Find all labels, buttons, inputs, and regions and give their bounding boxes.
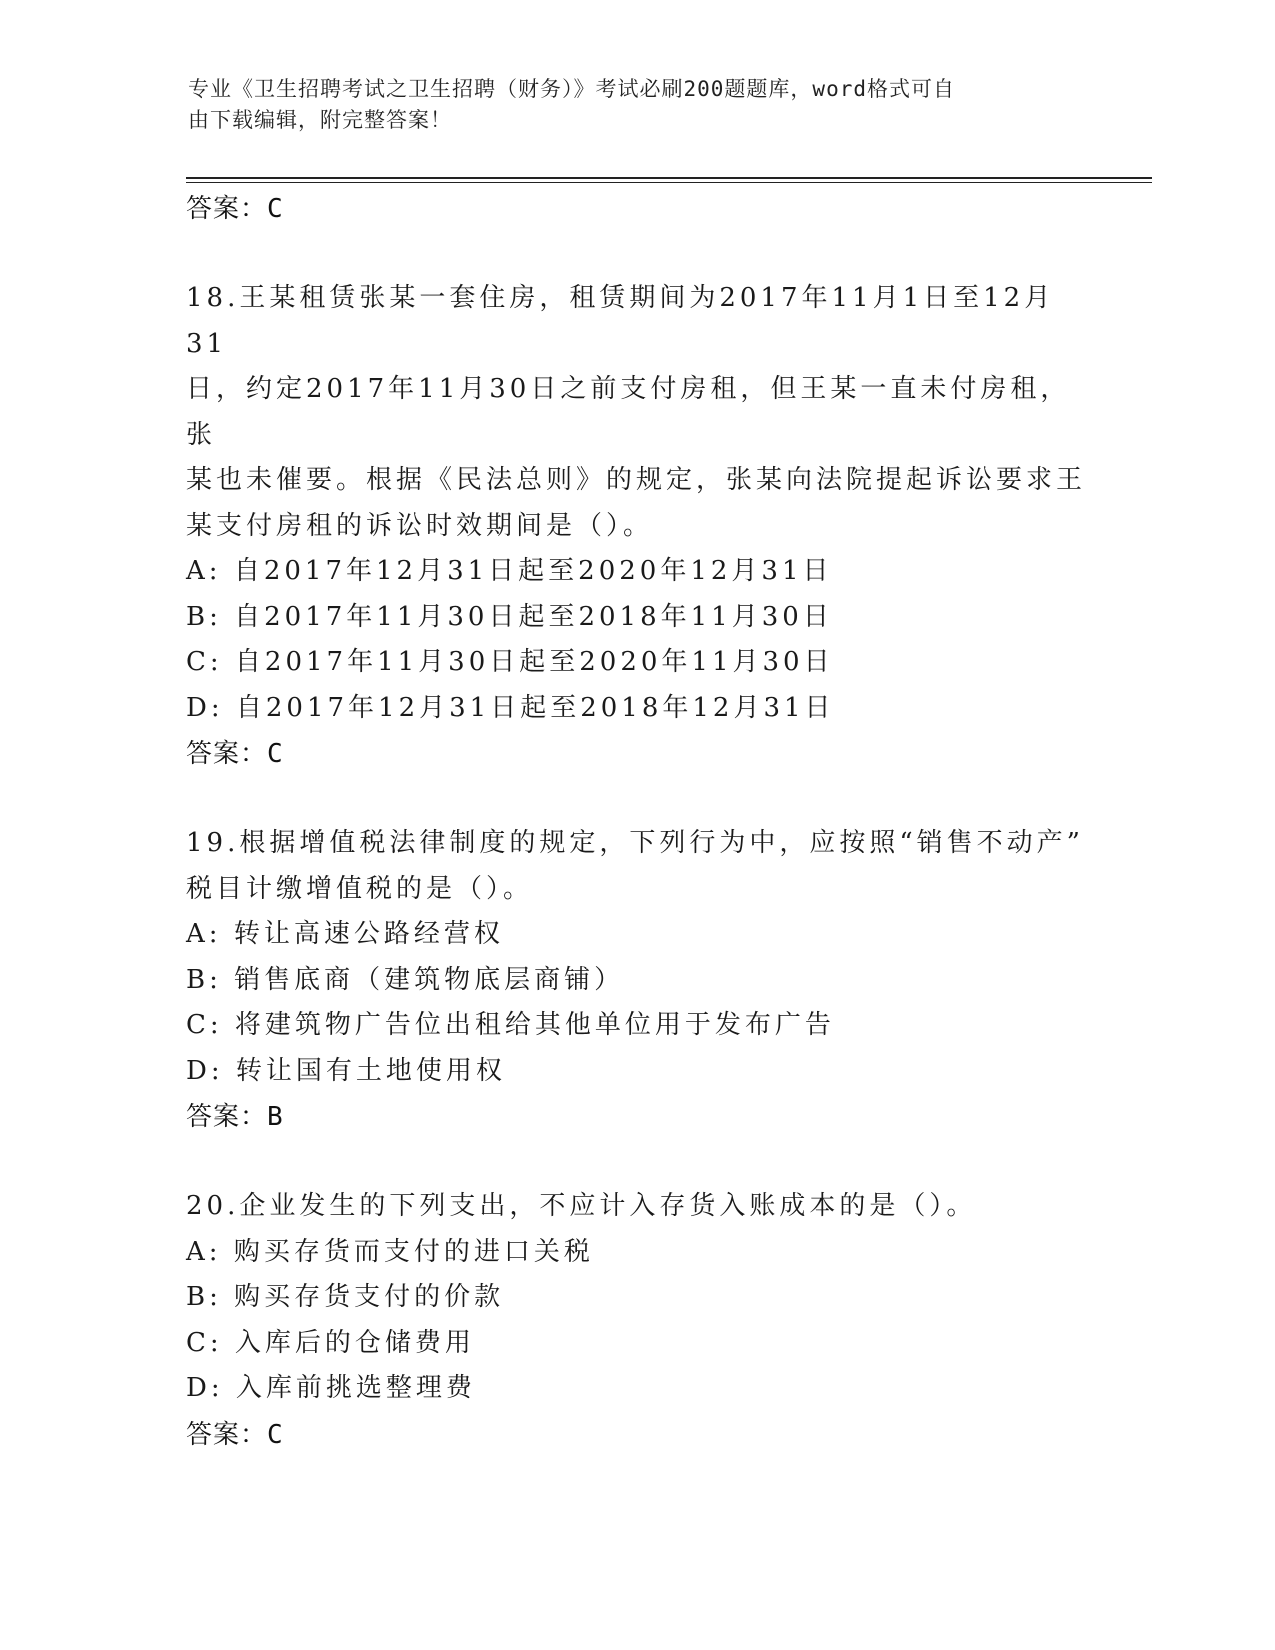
header-line-1: 专业《卫生招聘考试之卫生招聘（财务）》考试必刷200题题库，word格式可自 [188,77,955,101]
option-text: 购买存货而支付的进口关税 [233,1236,594,1267]
option-c [186,640,1086,686]
question-line: 某也未催要。根据《民法总则》的规定，张某向法院提起诉讼要求王 [186,465,1087,495]
option-b [186,595,1086,641]
option-label: D: [186,1055,224,1086]
answer-17 [186,186,1086,232]
question-line: 20.企业发生的下列支出，不应计入存货入账成本的是（）。 [186,1191,977,1221]
answer-label: 答案： [186,1102,268,1132]
question-20 [186,1184,1086,1458]
option-label: D: [186,1373,224,1403]
option-label: B: [186,964,222,995]
question-line: 某支付房租的诉讼时效期间是（）。 [186,510,654,541]
option-text: 自2017年12月31日起至2020年12月31日 [233,556,833,586]
option-text: 入库后的仓储费用 [234,1327,475,1358]
header-rule-thin [186,182,1152,183]
option-label: B: [186,1282,222,1312]
answer-label: 答案： [186,739,268,769]
header-rule-thick [186,177,1152,179]
answer-key: C [267,1419,284,1450]
question-text [186,1184,1086,1230]
content [186,186,1086,1502]
option-c [186,1003,1086,1049]
option-text: 自2017年12月31日起至2018年12月31日 [235,692,835,723]
question-19 [186,821,1086,1140]
option-text: 自2017年11月30日起至2018年11月30日 [234,601,833,632]
answer-key: C [267,194,284,224]
option-text: 入库前挑选整理费 [235,1373,476,1403]
question-text [186,821,1086,912]
option-a [186,1230,1086,1276]
option-text: 转让国有土地使用权 [235,1055,506,1086]
answer-19 [186,1094,1086,1140]
question-line: 18.王某租赁张某一套住房，租赁期间为2017年11月1日至12月31 [186,283,1055,359]
option-b [186,1275,1086,1321]
answer-key: B [267,1102,284,1132]
option-text: 自2017年11月30日起至2020年11月30日 [234,647,834,677]
question-line: 税目计缴增值税的是（）。 [186,873,534,904]
question-text [186,276,1086,549]
option-text: 购买存货支付的价款 [234,1282,505,1312]
answer-key: C [267,739,284,769]
page-header [188,74,1068,136]
option-b [186,958,1086,1004]
option-d [186,1366,1086,1412]
option-d [186,1049,1086,1095]
option-label: C: [186,1327,223,1358]
option-label: A: [186,556,222,586]
option-label: A: [186,1236,222,1267]
question-line: 日，约定2017年11月30日之前支付房租，但王某一直未付房租，张 [186,374,1071,450]
answer-label: 答案： [186,194,268,224]
header-line-2: 由下载编辑，附完整答案！ [188,108,452,132]
option-a [186,912,1086,958]
answer-20 [186,1412,1086,1458]
option-label: C: [186,1010,223,1040]
option-c [186,1321,1086,1367]
answer-18 [186,731,1086,777]
option-text: 将建筑物广告位出租给其他单位用于发布广告 [234,1010,835,1040]
question-18 [186,276,1086,777]
answer-label: 答案： [186,1419,268,1450]
option-label: C: [186,647,223,677]
option-label: A: [186,919,222,949]
option-d [186,686,1086,732]
option-a [186,549,1086,595]
question-line: 19.根据增值税法律制度的规定，下列行为中，应按照“销售不动产” [186,828,1084,858]
option-label: D: [186,692,224,723]
option-text: 转让高速公路经营权 [233,919,504,949]
option-label: B: [186,601,222,632]
option-text: 销售底商（建筑物底层商铺） [234,964,625,995]
